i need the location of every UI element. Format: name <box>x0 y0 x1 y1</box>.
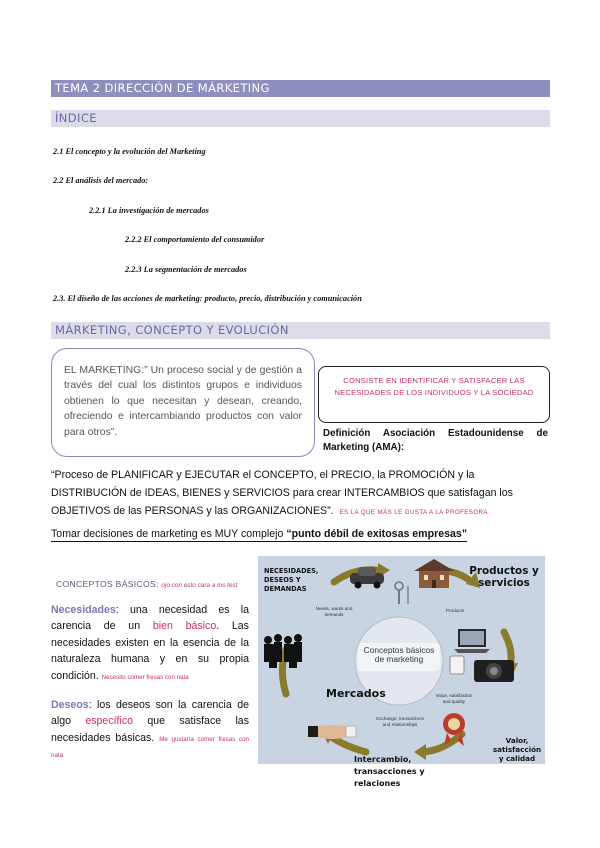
conceptos-basicos <box>56 579 237 589</box>
label-mercados: Mercados <box>326 687 386 700</box>
necesidades-paragraph <box>51 602 249 684</box>
index-item: 2.2.3 La segmentación de mercados <box>125 265 247 274</box>
ama-definition-label: Definición Asociación Estadounidense de Marketing (AMA): <box>323 428 548 454</box>
label-intercambio: Intercambio, transacciones y relaciones <box>354 755 425 788</box>
necesidades-text2: . Las necesidades existen en la esencia de la naturaleza humana y en su propia condición. <box>51 620 249 682</box>
small-needs: Needs, wants and demands <box>315 606 353 617</box>
section-header: MÁRKETING, CONCEPTO Y EVOLUCIÓN <box>51 322 550 339</box>
label-productos: Productos y servicios <box>469 565 539 589</box>
diagram-center-title: Conceptos básicos de marketing <box>363 645 435 665</box>
deseos-text2: que satisface las necesidades básicas. <box>51 715 249 744</box>
ama-summary-box: CONSISTE EN IDENTIFICAR Y SATISFACER LAS NECESIDADES DE LOS INDIVIDUOS Y LA SOCIEDAD <box>318 366 550 423</box>
index-item: 2.1 El concepto y la evolución del Marketing <box>53 147 206 156</box>
conceptos-note: ojo con esto cara a los test <box>161 582 238 589</box>
small-exchange: Exchange, transactions and relationships <box>376 716 424 727</box>
deseos-term: Deseos <box>51 699 89 711</box>
index-item: 2.3. El diseño de las acciones de marketing: producto, precio, distribución y comunicación <box>53 294 362 303</box>
necesidades-highlight: bien básico <box>152 620 217 633</box>
necesidades-text1: : una necesidad es la carencia de un <box>51 604 249 633</box>
conceptos-title: CONCEPTOS BÁSICOS: <box>56 579 159 589</box>
necesidades-term: Necesidades <box>51 604 116 616</box>
deseos-note: Me gustaría comer fresas con nata <box>51 735 249 760</box>
ama-quote <box>51 466 551 520</box>
small-value: Value, satisfaction and quality <box>435 693 473 704</box>
camera-icon <box>474 660 514 682</box>
decide-line <box>51 528 467 542</box>
tema-header: TEMA 2 DIRECCIÓN DE MÁRKETING <box>51 80 550 97</box>
deseos-highlight: específico <box>85 715 134 728</box>
indice-header: ÍNDICE <box>51 110 550 127</box>
laptop-icon <box>454 629 490 653</box>
index-item: 2.2.1 La investigación de mercados <box>89 206 209 215</box>
cup-icon <box>450 656 464 674</box>
marketing-concepts-diagram <box>254 556 545 792</box>
decide-bold: “punto débil de exitosas empresas” <box>286 528 468 540</box>
decide-text: Tomar decisiones de marketing es MUY complejo <box>51 528 287 540</box>
deseos-text1: : los deseos son la carencia de algo <box>51 699 249 728</box>
small-products: Products <box>445 608 465 613</box>
label-valor: Valor, satisfacción y calidad <box>492 736 542 763</box>
marketing-definition-box: EL MARKETING:” Un proceso social y de gestión a través del cual los distintos grupos e individuos obtienen lo que necesitan y desean, creando, ofreciendo e intercambiando productos con valor para otros”. <box>51 348 315 457</box>
handshake-icon <box>308 725 356 739</box>
deseos-paragraph <box>51 697 249 763</box>
index-item: 2.2 El análisis del mercado: <box>53 176 149 185</box>
label-necesidades: NECESIDADES, DESEOS Y DEMANDAS <box>264 567 319 593</box>
quote-text: “Proceso de PLANIFICAR y EJECUTAR el CONCEPTO, el PRECIO, la PROMOCIÓN y la DISTRIBUCIÓN de IDEAS, BIENES y SERVICIOS para crear INTERCAMBIOS que satisfagan los OBJETIVOS de las PERSONAS y las ORGANIZACIONES”. <box>51 469 513 517</box>
index-item: 2.2.2 El comportamiento del consumidor <box>125 235 265 244</box>
quote-note: ES LA QUE MÁS LE GUSTA A LA PROFESORA <box>339 509 488 516</box>
necesidades-note: Necesito comer fresas con nata <box>101 673 189 681</box>
